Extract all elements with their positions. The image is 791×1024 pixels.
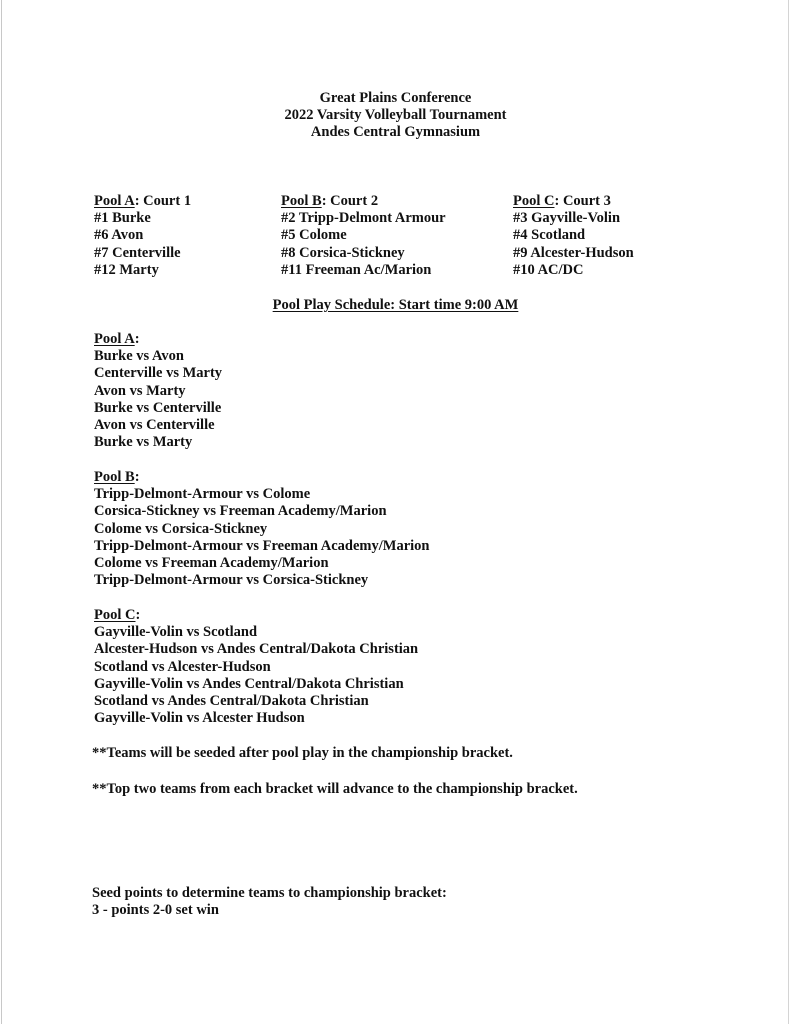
pool-b-schedule-label: Pool B xyxy=(94,469,135,485)
pool-a-team: #7 Centerville xyxy=(94,244,181,261)
pool-c-label: Pool C xyxy=(513,193,555,209)
schedule-title xyxy=(0,297,791,314)
venue-title: Andes Central Gymnasium xyxy=(310,124,481,141)
match-row: Burke vs Avon xyxy=(94,348,184,365)
pool-a-schedule-label: Pool A xyxy=(94,331,135,347)
heading-colon: : xyxy=(134,331,140,347)
match-row: Colome vs Freeman Academy/Marion xyxy=(94,554,329,571)
pool-b-label: Pool B xyxy=(281,193,322,209)
pool-b-column xyxy=(281,193,446,279)
pool-a-schedule-heading xyxy=(94,331,222,348)
pool-a-team: #6 Avon xyxy=(94,227,144,244)
match-row: Gayville-Volin vs Alcester Hudson xyxy=(94,710,305,727)
seed-points-section xyxy=(92,885,447,919)
match-row: Alcester-Hudson vs Andes Central/Dakota Christian xyxy=(94,641,419,658)
schedule-title-text: Pool Play Schedule: Start time 9:00 AM xyxy=(272,297,519,313)
pool-c-team: #10 AC/DC xyxy=(513,261,584,278)
pool-c-heading xyxy=(513,193,634,210)
pool-b-schedule xyxy=(94,469,429,589)
pool-a-column xyxy=(94,193,191,279)
pool-c-team: #9 Alcester-Hudson xyxy=(513,244,634,261)
pool-c-schedule xyxy=(94,607,418,727)
pool-c-court: : Court 3 xyxy=(554,193,611,209)
document-header xyxy=(0,90,791,142)
match-row: Tripp-Delmont-Armour vs Colome xyxy=(94,486,311,503)
heading-colon: : xyxy=(135,607,141,623)
pool-b-court: : Court 2 xyxy=(321,193,379,209)
match-row: Scotland vs Alcester-Hudson xyxy=(94,658,271,675)
pool-a-court: : Court 1 xyxy=(134,193,192,209)
match-row: Burke vs Marty xyxy=(94,434,193,451)
heading-colon: : xyxy=(134,469,140,485)
seeding-note: **Teams will be seeded after pool play in the championship bracket. xyxy=(92,745,513,761)
match-row: Colome vs Corsica-Stickney xyxy=(94,520,268,537)
match-row: Centerville vs Marty xyxy=(94,365,223,382)
pool-b-team: #11 Freeman Ac/Marion xyxy=(281,261,432,278)
scan-edge-right xyxy=(788,0,789,1024)
pool-b-schedule-heading xyxy=(94,469,429,486)
pool-b-team: #5 Colome xyxy=(281,227,347,244)
pool-c-team: #3 Gayville-Volin xyxy=(513,210,621,227)
conference-title: Great Plains Conference xyxy=(319,90,472,106)
match-row: Gayville-Volin vs Andes Central/Dakota Christian xyxy=(94,675,404,692)
scan-edge-left xyxy=(1,0,2,1024)
seed-points-title: Seed points to determine teams to championship bracket: xyxy=(92,885,447,901)
match-row: Tripp-Delmont-Armour vs Corsica-Stickney xyxy=(94,572,369,589)
pool-c-team: #4 Scotland xyxy=(513,227,586,244)
match-row: Burke vs Centerville xyxy=(94,399,222,416)
advance-note: **Top two teams from each bracket will advance to the championship bracket. xyxy=(92,781,578,797)
pool-c-schedule-heading xyxy=(94,607,418,624)
match-row: Gayville-Volin vs Scotland xyxy=(94,624,258,641)
pool-b-team: #8 Corsica-Stickney xyxy=(281,244,405,261)
pool-c-column xyxy=(513,193,634,279)
pool-c-schedule-label: Pool C xyxy=(94,607,136,623)
pool-a-team: #12 Marty xyxy=(94,261,159,278)
pool-b-team: #2 Tripp-Delmont Armour xyxy=(281,210,446,227)
pool-a-label: Pool A xyxy=(94,193,135,209)
tournament-title: 2022 Varsity Volleyball Tournament xyxy=(284,107,507,124)
match-row: Avon vs Centerville xyxy=(94,416,215,433)
seed-points-line: 3 - points 2-0 set win xyxy=(92,902,219,919)
pool-b-heading xyxy=(281,193,446,210)
match-row: Scotland vs Andes Central/Dakota Christian xyxy=(94,692,369,709)
match-row: Corsica-Stickney vs Freeman Academy/Marion xyxy=(94,503,387,520)
match-row: Tripp-Delmont-Armour vs Freeman Academy/Marion xyxy=(94,537,430,554)
pool-a-schedule xyxy=(94,331,222,451)
pool-a-team: #1 Burke xyxy=(94,210,151,227)
pool-a-heading xyxy=(94,193,191,210)
match-row: Avon vs Marty xyxy=(94,382,186,399)
